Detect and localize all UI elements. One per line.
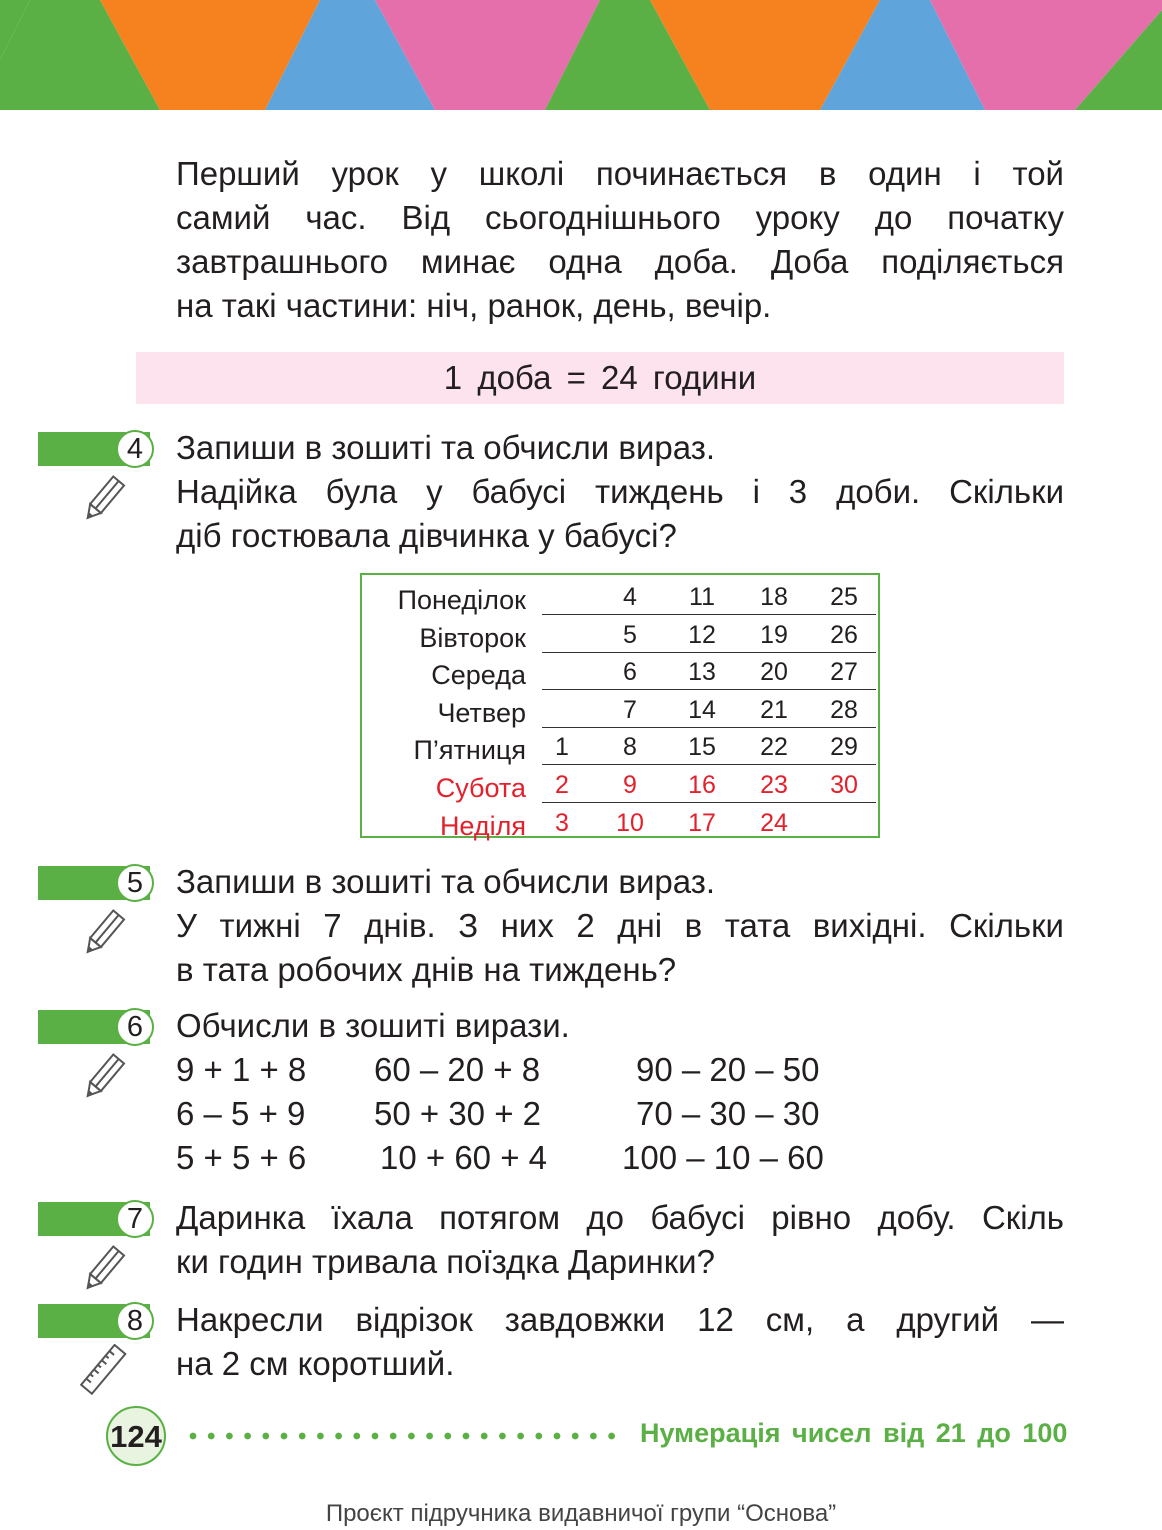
calendar-date: 10 xyxy=(616,808,644,837)
leader-dot xyxy=(262,1433,269,1440)
calendar-date: 7 xyxy=(623,695,637,724)
calendar-date: 17 xyxy=(688,808,716,837)
task-line: Запиши в зошиті та обчисли вираз. xyxy=(176,429,716,466)
calendar-date: 6 xyxy=(623,658,637,687)
task-number: 8 xyxy=(116,1302,154,1340)
leader-dot xyxy=(390,1433,397,1440)
task-4-text xyxy=(176,426,1064,558)
pencil-icon xyxy=(78,474,130,526)
task-line: Даринка їхала потягом до бабусі рівно добу. Скіль xyxy=(176,1199,1064,1236)
leader-dot xyxy=(335,1433,342,1440)
calendar-row-line xyxy=(542,764,876,765)
task-number: 5 xyxy=(116,864,154,902)
leader-dot xyxy=(190,1433,197,1440)
calendar-day-name: Субота xyxy=(435,773,526,803)
task-line: Накресли відрізок завдовжки 12 см, а другий — xyxy=(176,1301,1064,1338)
leader-dot xyxy=(408,1433,415,1440)
calendar-date: 19 xyxy=(760,620,788,649)
calendar-date: 12 xyxy=(688,620,716,649)
calendar-row-line xyxy=(542,727,876,728)
leader-dot xyxy=(299,1433,306,1440)
expression: 60 – 20 + 8 xyxy=(374,1051,541,1088)
task-line: Надійка була у бабусі тиждень і 3 доби. Скільки xyxy=(176,473,1064,510)
calendar-day-name: Вівторок xyxy=(419,622,526,653)
calendar-row xyxy=(362,617,878,655)
leader-dot xyxy=(535,1433,542,1440)
leader-dot xyxy=(481,1433,488,1440)
calendar-row xyxy=(362,692,878,730)
intro-line: самий час. Від сьогоднішнього уроку до початку xyxy=(176,199,1064,236)
calendar-date: 11 xyxy=(689,583,715,611)
leader-dot xyxy=(317,1433,324,1440)
leader-dot xyxy=(226,1433,233,1440)
ruler-icon xyxy=(78,1344,130,1396)
pencil-icon xyxy=(78,908,130,960)
leader-dot xyxy=(353,1433,360,1440)
pencil-icon xyxy=(78,1052,130,1104)
leader-dot xyxy=(281,1433,288,1440)
calendar-date: 13 xyxy=(688,658,716,687)
expression: 50 + 30 + 2 xyxy=(374,1095,541,1132)
task-line: У тижні 7 днів. З них 2 дні в тата вихідні. Скільки xyxy=(176,907,1064,944)
leader-dot xyxy=(590,1433,597,1440)
leader-dot xyxy=(463,1433,470,1440)
intro-line: завтрашнього минає одна доба. Доба поділяється xyxy=(176,243,1064,280)
calendar-row xyxy=(362,805,878,843)
expression: 10 + 60 + 4 xyxy=(380,1139,547,1176)
task-number: 7 xyxy=(116,1200,154,1238)
calendar-row-line xyxy=(542,689,876,690)
leader-dot xyxy=(517,1433,524,1440)
calendar-date: 9 xyxy=(623,771,637,799)
calendar-row xyxy=(362,767,878,805)
task-6-text xyxy=(176,1004,1064,1048)
calendar-date: 5 xyxy=(623,620,637,649)
calendar-date: 23 xyxy=(760,771,788,799)
calendar-table xyxy=(360,573,880,841)
formula-box: 1 доба = 24 години xyxy=(136,352,1064,404)
leader-dot xyxy=(372,1433,379,1440)
expression: 90 – 20 – 50 xyxy=(636,1051,820,1088)
calendar-day-name: П’ятниця xyxy=(413,735,526,766)
expression: 9 + 1 + 8 xyxy=(176,1051,307,1088)
leader-dot xyxy=(244,1433,251,1440)
leader-dot xyxy=(208,1433,215,1440)
calendar-day-name: Понеділок xyxy=(397,585,526,615)
calendar-date: 20 xyxy=(760,658,788,687)
pencil-icon xyxy=(78,1244,130,1296)
expression: 6 – 5 + 9 xyxy=(176,1095,306,1132)
calendar-date: 29 xyxy=(830,733,858,762)
expression: 5 + 5 + 6 xyxy=(176,1139,307,1176)
calendar-date: 1 xyxy=(555,733,569,762)
calendar-row xyxy=(362,654,878,692)
calendar-row-line xyxy=(542,614,876,615)
calendar-date: 30 xyxy=(830,771,858,799)
task-line: Обчисли в зошиті вирази. xyxy=(176,1007,570,1044)
task-line: ки годин тривала поїздка Даринки? xyxy=(176,1243,715,1280)
intro-line: на такі частини: ніч, ранок, день, вечір. xyxy=(176,287,772,324)
leader-dot xyxy=(499,1433,506,1440)
calendar-date: 15 xyxy=(688,733,716,762)
calendar-date: 25 xyxy=(830,583,858,611)
leader-dot xyxy=(572,1433,579,1440)
calendar-date: 22 xyxy=(760,733,788,762)
calendar-date: 8 xyxy=(623,733,637,762)
calendar-date: 3 xyxy=(555,808,569,837)
calendar-row-line xyxy=(542,652,876,653)
intro-line: Перший урок у школі починається в один і той xyxy=(176,155,1064,192)
calendar-date: 4 xyxy=(623,583,637,611)
calendar-date: 21 xyxy=(760,695,788,724)
calendar-day-name: Неділя xyxy=(439,810,526,841)
calendar-day-name: Середа xyxy=(431,660,526,691)
expression: 100 – 10 – 60 xyxy=(622,1139,824,1176)
leader-dot xyxy=(444,1433,451,1440)
expression: 70 – 30 – 30 xyxy=(636,1095,820,1132)
calendar-row xyxy=(362,729,878,767)
calendar-row xyxy=(362,579,878,617)
task-number: 4 xyxy=(116,430,154,468)
dotted-leader xyxy=(188,1430,618,1442)
calendar-date: 14 xyxy=(688,695,716,724)
task-number: 6 xyxy=(116,1008,154,1046)
leader-dot xyxy=(608,1433,615,1440)
task-8-text xyxy=(176,1298,1064,1386)
calendar-row-line xyxy=(542,802,876,803)
intro-paragraph xyxy=(176,152,1064,328)
calendar-date: 2 xyxy=(555,771,569,799)
decorative-banner xyxy=(0,0,1162,110)
task-line: діб гостювала дівчинка у бабусі? xyxy=(176,517,677,554)
leader-dot xyxy=(554,1433,561,1440)
task-line: Запиши в зошиті та обчисли вираз. xyxy=(176,863,716,900)
calendar-date: 16 xyxy=(688,771,716,799)
calendar-date: 26 xyxy=(830,620,858,649)
calendar-date: 27 xyxy=(830,658,858,687)
calendar-date: 18 xyxy=(760,583,788,611)
calendar-date: 28 xyxy=(830,695,858,724)
page-number: 124 xyxy=(106,1406,166,1466)
calendar-date: 24 xyxy=(760,808,788,837)
footer-publisher: Проєкт підручника видавничої групи “Основа” xyxy=(325,1500,837,1527)
section-title: Нумерація чисел від 21 до 100 xyxy=(640,1418,1068,1448)
task-7-text xyxy=(176,1196,1064,1284)
leader-dot xyxy=(426,1433,433,1440)
calendar-day-name: Четвер xyxy=(437,697,526,728)
task-line: в тата робочих днів на тиждень? xyxy=(176,951,677,988)
task-5-text xyxy=(176,860,1064,992)
task-line: на 2 см коротший. xyxy=(176,1345,455,1382)
